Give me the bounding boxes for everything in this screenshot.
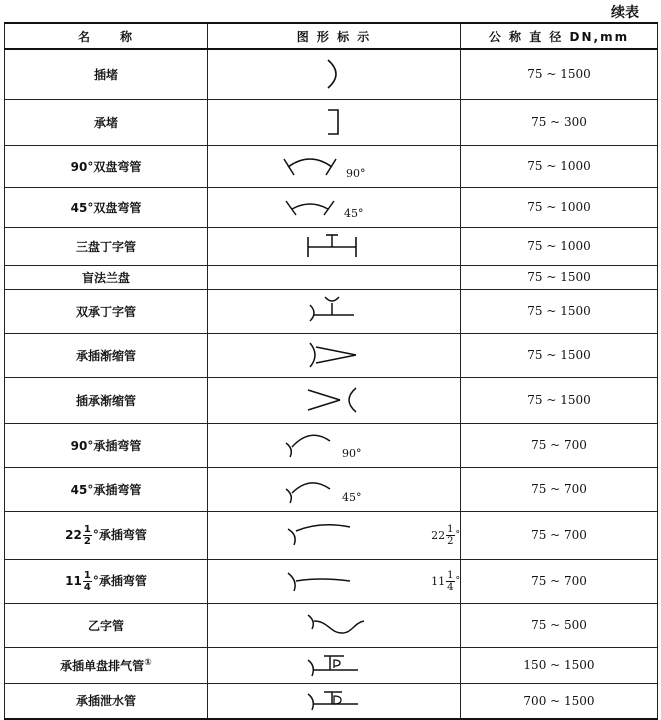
socket-spigot-elbow-11-symbol <box>280 561 356 601</box>
double-flange-elbow-90-symbol <box>264 147 404 185</box>
row-name: 乙字管 <box>5 603 208 647</box>
air-release-pipe-symbol <box>294 648 374 682</box>
row-dn: 75 ~ 700 <box>461 559 658 603</box>
table-row <box>5 683 658 719</box>
row-name: 插承渐缩管 <box>5 377 208 423</box>
name-prefix: 11 <box>65 573 82 588</box>
row-name: 45°双盘弯管 <box>5 187 208 227</box>
row-dn: 700 ~ 1500 <box>461 683 658 719</box>
row-dn: 75 ~ 700 <box>461 467 658 511</box>
symbol-cell <box>208 99 461 145</box>
symbol-cell <box>208 559 461 603</box>
symbol-cell <box>208 227 461 265</box>
angle-numerator: 1 <box>447 569 454 581</box>
double-socket-tee-symbol <box>294 291 374 331</box>
fittings-table <box>4 22 658 720</box>
header-symbol: 图 形 标 示 <box>208 23 461 49</box>
row-dn: 75 ~ 1000 <box>461 227 658 265</box>
table-row <box>5 423 658 467</box>
offset-pipe-symbol <box>294 605 374 645</box>
angle-suffix: ° <box>455 576 460 586</box>
row-dn: 75 ~ 300 <box>461 99 658 145</box>
symbol-cell <box>208 145 461 187</box>
row-name: 承插渐缩管 <box>5 333 208 377</box>
row-dn: 75 ~ 700 <box>461 511 658 559</box>
symbol-cell <box>208 423 461 467</box>
angle-label: 45° <box>344 207 364 220</box>
symbol-cell <box>208 603 461 647</box>
row-name <box>5 559 208 603</box>
row-name: 三盘丁字管 <box>5 227 208 265</box>
symbol-cell <box>208 265 461 289</box>
fraction-numerator: 1 <box>83 569 91 581</box>
table-row <box>5 145 658 187</box>
plug-symbol <box>294 52 374 96</box>
row-name: 45°承插弯管 <box>5 467 208 511</box>
fraction-numerator: 1 <box>83 523 91 535</box>
symbol-cell <box>208 647 461 683</box>
row-name: 承堵 <box>5 99 208 145</box>
angle-suffix: ° <box>455 530 460 540</box>
table-row <box>5 333 658 377</box>
table-row <box>5 559 658 603</box>
symbol-cell <box>208 187 461 227</box>
name-suffix: °承插弯管 <box>92 573 147 588</box>
drain-pipe-symbol <box>294 684 374 718</box>
table-caption: 续表 <box>611 5 639 21</box>
fraction-denominator: 2 <box>83 535 91 547</box>
table-row <box>5 49 658 99</box>
footnote-marker: ① <box>144 657 152 668</box>
name-fraction <box>83 524 92 547</box>
header-row <box>5 23 658 49</box>
socket-spigot-reducer-symbol <box>294 335 374 375</box>
angle-label: 45° <box>342 491 362 504</box>
row-name: 插堵 <box>5 49 208 99</box>
table-row <box>5 99 658 145</box>
table-row <box>5 187 658 227</box>
symbol-cell <box>208 289 461 333</box>
name-prefix: 22 <box>65 527 82 542</box>
symbol-cell <box>208 467 461 511</box>
row-name: 90°双盘弯管 <box>5 145 208 187</box>
table-row <box>5 377 658 423</box>
row-dn: 75 ~ 1000 <box>461 187 658 227</box>
angle-prefix: 11 <box>431 574 446 588</box>
symbol-cell <box>208 333 461 377</box>
row-name: 盲法兰盘 <box>5 265 208 289</box>
row-dn: 75 ~ 500 <box>461 603 658 647</box>
row-dn: 75 ~ 700 <box>461 423 658 467</box>
socket-spigot-elbow-22-symbol <box>280 515 356 555</box>
table-row <box>5 289 658 333</box>
angle-denominator: 4 <box>447 581 454 593</box>
angle-fraction <box>446 570 454 593</box>
header-name: 名 称 <box>5 23 208 49</box>
table-row <box>5 603 658 647</box>
triple-flange-tee-symbol <box>294 229 374 263</box>
angle-label: 90° <box>342 447 362 460</box>
table-row <box>5 647 658 683</box>
table-row <box>5 511 658 559</box>
row-dn: 75 ~ 1500 <box>461 265 658 289</box>
spigot-socket-reducer-symbol <box>294 380 374 420</box>
row-dn: 75 ~ 1000 <box>461 145 658 187</box>
socket-cap-symbol <box>294 102 374 142</box>
row-name: 90°承插弯管 <box>5 423 208 467</box>
row-name <box>5 647 208 683</box>
symbol-cell <box>208 683 461 719</box>
symbol-cell <box>208 377 461 423</box>
angle-fraction <box>446 524 454 547</box>
header-dn: 公 称 直 径 DN,mm <box>461 23 658 49</box>
symbol-cell <box>208 511 461 559</box>
table-row <box>5 467 658 511</box>
table-row <box>5 227 658 265</box>
angle-prefix: 22 <box>431 528 446 542</box>
angle-numerator: 1 <box>447 523 454 535</box>
row-dn: 75 ~ 1500 <box>461 289 658 333</box>
row-dn: 75 ~ 1500 <box>461 377 658 423</box>
angle-denominator: 2 <box>447 535 454 547</box>
symbol-cell <box>208 49 461 99</box>
name-suffix: °承插弯管 <box>92 527 147 542</box>
row-name <box>5 511 208 559</box>
row-dn: 150 ~ 1500 <box>461 647 658 683</box>
row-name: 承插泄水管 <box>5 683 208 719</box>
row-name-text: 承插单盘排气管 <box>60 658 145 673</box>
row-dn: 75 ~ 1500 <box>461 333 658 377</box>
angle-label: 90° <box>346 167 366 180</box>
fraction-denominator: 4 <box>83 581 91 593</box>
row-name: 双承丁字管 <box>5 289 208 333</box>
socket-spigot-elbow-90-symbol <box>264 425 404 465</box>
row-dn: 75 ~ 1500 <box>461 49 658 99</box>
name-fraction <box>83 570 92 593</box>
double-flange-elbow-45-symbol <box>264 189 404 225</box>
socket-spigot-elbow-45-symbol <box>264 469 404 509</box>
table-row <box>5 265 658 289</box>
